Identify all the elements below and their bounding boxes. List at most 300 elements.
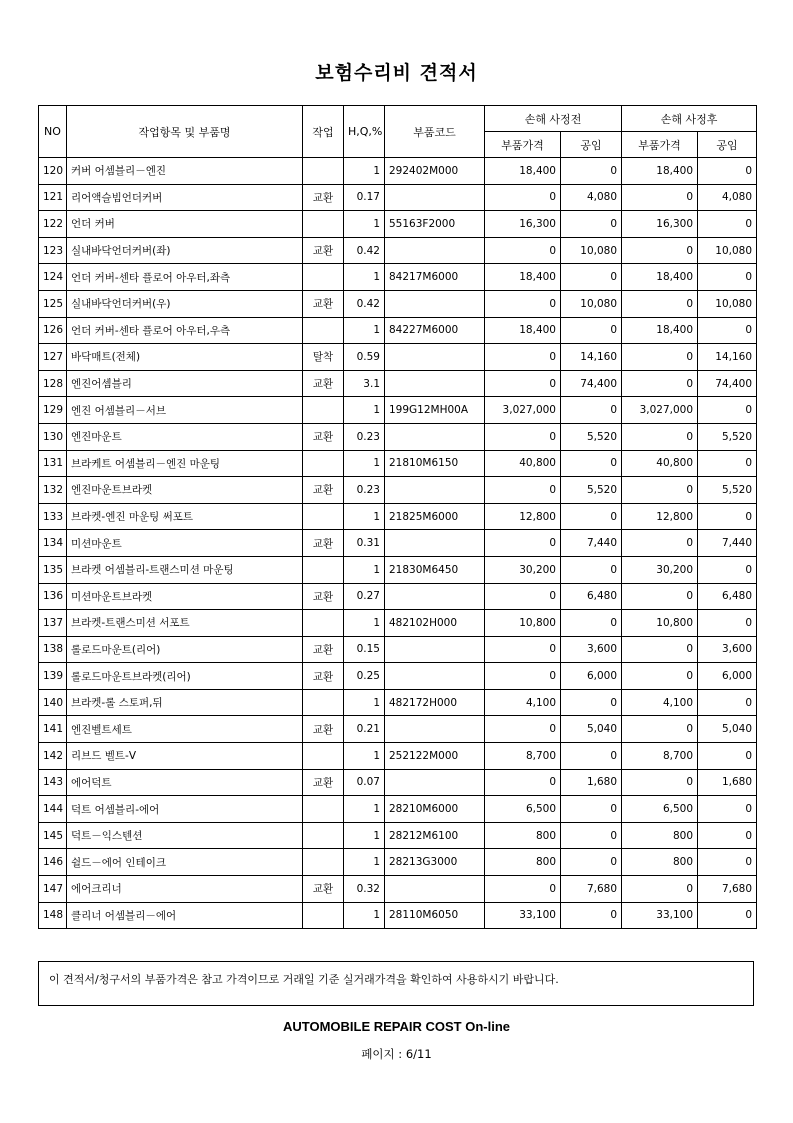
row-no: 129 [39,397,67,424]
row-hq: 0.23 [344,477,385,504]
row-item-name: 롤로드마운트브라켓(리어) [67,663,303,690]
header-item: 작업항목 및 부품명 [67,106,303,158]
row-price-after: 8,700 [622,743,698,770]
table-row [39,636,757,663]
row-item-name: 실내바닥언더커버(우) [67,290,303,317]
row-no: 132 [39,477,67,504]
row-labor-after: 0 [698,317,757,344]
row-labor-after: 0 [698,397,757,424]
table-row [39,344,757,371]
row-part-code: 28213G3000 [385,849,485,876]
row-price-after: 0 [622,344,698,371]
table-row [39,237,757,264]
row-labor-before: 0 [561,211,622,238]
row-price-before: 30,200 [485,556,561,583]
row-labor-before: 5,520 [561,477,622,504]
row-no: 122 [39,211,67,238]
row-work-type [303,556,344,583]
row-work-type [303,822,344,849]
row-item-name: 브라켓-엔진 마운팅 써포트 [67,503,303,530]
row-labor-after: 6,000 [698,663,757,690]
row-part-code [385,530,485,557]
header-hq: H,Q,% [344,106,385,158]
row-work-type: 교환 [303,636,344,663]
row-part-code [385,477,485,504]
row-labor-before: 74,400 [561,370,622,397]
row-no: 133 [39,503,67,530]
row-price-before: 6,500 [485,796,561,823]
row-labor-after: 0 [698,902,757,929]
row-hq: 0.23 [344,423,385,450]
row-labor-after: 74,400 [698,370,757,397]
row-work-type [303,503,344,530]
row-no: 130 [39,423,67,450]
table-row [39,876,757,903]
row-price-before: 0 [485,370,561,397]
table-row [39,290,757,317]
row-item-name: 바닥매트(전체) [67,344,303,371]
row-price-after: 10,800 [622,610,698,637]
row-labor-after: 0 [698,743,757,770]
row-part-code: 28210M6000 [385,796,485,823]
row-hq: 1 [344,397,385,424]
row-work-type [303,796,344,823]
table-row [39,530,757,557]
row-part-code [385,290,485,317]
row-price-before: 40,800 [485,450,561,477]
row-labor-after: 0 [698,556,757,583]
row-item-name: 에어크리너 [67,876,303,903]
row-part-code: 292402M000 [385,158,485,185]
table-row [39,583,757,610]
row-labor-after: 10,080 [698,290,757,317]
row-work-type [303,743,344,770]
row-labor-before: 7,680 [561,876,622,903]
row-item-name: 덕트 어셈블리-에어 [67,796,303,823]
row-labor-after: 0 [698,796,757,823]
row-price-before: 18,400 [485,264,561,291]
table-row [39,796,757,823]
row-part-code [385,423,485,450]
row-no: 142 [39,743,67,770]
row-work-type: 교환 [303,663,344,690]
row-price-after: 0 [622,636,698,663]
row-price-before: 0 [485,344,561,371]
header-labor-after: 공임 [698,132,757,158]
table-row [39,423,757,450]
row-item-name: 클리너 어셈블리－에어 [67,902,303,929]
row-no: 146 [39,849,67,876]
header-code: 부품코드 [385,106,485,158]
row-price-before: 0 [485,583,561,610]
row-part-code: 55163F2000 [385,211,485,238]
row-labor-after: 7,440 [698,530,757,557]
row-work-type: 교환 [303,370,344,397]
row-item-name: 엔진벨트세트 [67,716,303,743]
row-part-code [385,716,485,743]
row-no: 139 [39,663,67,690]
row-item-name: 에어덕트 [67,769,303,796]
row-price-before: 12,800 [485,503,561,530]
row-labor-before: 3,600 [561,636,622,663]
row-no: 121 [39,184,67,211]
row-labor-after: 10,080 [698,237,757,264]
footer-title: AUTOMOBILE REPAIR COST On-line [282,1019,511,1034]
row-hq: 1 [344,503,385,530]
row-price-before: 0 [485,636,561,663]
row-work-type: 교환 [303,237,344,264]
table-row [39,450,757,477]
row-price-before: 0 [485,184,561,211]
row-item-name: 미션마운트브라켓 [67,583,303,610]
table-row [39,397,757,424]
row-hq: 1 [344,264,385,291]
row-hq: 0.32 [344,876,385,903]
row-hq: 0.21 [344,716,385,743]
row-labor-after: 6,480 [698,583,757,610]
row-price-after: 33,100 [622,902,698,929]
row-price-after: 30,200 [622,556,698,583]
row-labor-after: 0 [698,264,757,291]
row-labor-after: 0 [698,822,757,849]
row-hq: 1 [344,450,385,477]
row-price-before: 33,100 [485,902,561,929]
table-row [39,158,757,185]
row-no: 136 [39,583,67,610]
table-row [39,503,757,530]
row-price-before: 4,100 [485,689,561,716]
table-row [39,902,757,929]
row-labor-after: 0 [698,450,757,477]
table-row [39,317,757,344]
row-item-name: 엔진 어셈블리－서브 [67,397,303,424]
row-hq: 0.31 [344,530,385,557]
row-price-after: 0 [622,530,698,557]
row-item-name: 브라켓 어셈블리-트랜스미션 마운팅 [67,556,303,583]
row-labor-before: 5,040 [561,716,622,743]
row-labor-before: 0 [561,822,622,849]
row-labor-before: 1,680 [561,769,622,796]
row-price-after: 0 [622,477,698,504]
row-labor-after: 14,160 [698,344,757,371]
row-price-before: 0 [485,477,561,504]
row-no: 123 [39,237,67,264]
row-part-code: 252122M000 [385,743,485,770]
row-hq: 0.27 [344,583,385,610]
row-price-after: 6,500 [622,796,698,823]
row-item-name: 쉴드－에어 인테이크 [67,849,303,876]
row-price-after: 18,400 [622,158,698,185]
row-price-before: 18,400 [485,317,561,344]
row-part-code: 21810M6150 [385,450,485,477]
row-hq: 0.25 [344,663,385,690]
row-work-type: 교환 [303,290,344,317]
row-price-after: 0 [622,370,698,397]
table-row [39,211,757,238]
header-part-price-before: 부품가격 [485,132,561,158]
row-part-code: 199G12MH00A [385,397,485,424]
row-price-before: 10,800 [485,610,561,637]
row-labor-after: 7,680 [698,876,757,903]
row-labor-after: 0 [698,689,757,716]
row-price-after: 3,027,000 [622,397,698,424]
row-part-code [385,769,485,796]
header-after: 손해 사정후 [622,106,757,132]
row-no: 138 [39,636,67,663]
page-number: 페이지 : 6/11 [361,1047,432,1061]
row-hq: 1 [344,556,385,583]
row-no: 128 [39,370,67,397]
row-item-name: 엔진마운트브라켓 [67,477,303,504]
row-labor-after: 1,680 [698,769,757,796]
table-row [39,716,757,743]
table-row [39,849,757,876]
table-row [39,822,757,849]
document-title: 보험수리비 견적서 [315,62,478,84]
row-work-type: 탈착 [303,344,344,371]
row-item-name: 브라켓-롤 스토퍼,뒤 [67,689,303,716]
row-hq: 1 [344,822,385,849]
row-item-name: 언더 커버-센타 플로어 아우터,좌측 [67,264,303,291]
row-hq: 0.15 [344,636,385,663]
row-labor-before: 10,080 [561,237,622,264]
row-labor-before: 0 [561,610,622,637]
row-part-code: 84217M6000 [385,264,485,291]
row-labor-before: 0 [561,503,622,530]
row-no: 135 [39,556,67,583]
row-work-type [303,211,344,238]
row-part-code [385,370,485,397]
row-hq: 0.42 [344,290,385,317]
row-item-name: 언더 커버 [67,211,303,238]
row-labor-after: 4,080 [698,184,757,211]
row-item-name: 덕트－익스텐션 [67,822,303,849]
table-row [39,184,757,211]
row-labor-after: 5,520 [698,477,757,504]
row-price-before: 0 [485,237,561,264]
row-price-after: 800 [622,822,698,849]
row-hq: 1 [344,211,385,238]
row-part-code: 84227M6000 [385,317,485,344]
row-labor-before: 0 [561,158,622,185]
row-labor-before: 0 [561,902,622,929]
row-price-before: 0 [485,769,561,796]
row-work-type: 교환 [303,184,344,211]
row-part-code: 21825M6000 [385,503,485,530]
row-item-name: 미션마운트 [67,530,303,557]
header-part-price-after: 부품가격 [622,132,698,158]
row-hq: 3.1 [344,370,385,397]
row-labor-before: 0 [561,317,622,344]
row-work-type: 교환 [303,716,344,743]
row-work-type [303,264,344,291]
row-item-name: 언더 커버-센타 플로어 아우터,우측 [67,317,303,344]
row-price-after: 0 [622,663,698,690]
row-labor-after: 0 [698,849,757,876]
row-no: 141 [39,716,67,743]
row-price-before: 3,027,000 [485,397,561,424]
row-price-before: 0 [485,663,561,690]
row-work-type [303,397,344,424]
table-row [39,370,757,397]
row-work-type [303,158,344,185]
row-work-type [303,689,344,716]
row-labor-after: 5,520 [698,423,757,450]
table-row [39,743,757,770]
row-labor-before: 6,480 [561,583,622,610]
header-no: NO [39,106,67,158]
row-no: 148 [39,902,67,929]
row-no: 127 [39,344,67,371]
row-labor-after: 0 [698,211,757,238]
row-part-code [385,237,485,264]
row-no: 144 [39,796,67,823]
row-work-type [303,317,344,344]
row-work-type [303,450,344,477]
row-work-type: 교환 [303,769,344,796]
estimate-table [38,105,757,929]
row-part-code: 482172H000 [385,689,485,716]
row-hq: 1 [344,610,385,637]
row-price-after: 40,800 [622,450,698,477]
header-labor-before: 공임 [561,132,622,158]
row-price-after: 16,300 [622,211,698,238]
row-price-after: 4,100 [622,689,698,716]
row-work-type: 교환 [303,530,344,557]
row-labor-before: 0 [561,796,622,823]
row-price-after: 0 [622,237,698,264]
row-hq: 1 [344,796,385,823]
row-labor-after: 3,600 [698,636,757,663]
row-part-code [385,583,485,610]
row-price-after: 0 [622,290,698,317]
table-body [39,158,757,929]
row-no: 125 [39,290,67,317]
row-labor-before: 0 [561,397,622,424]
row-labor-before: 0 [561,849,622,876]
row-no: 145 [39,822,67,849]
row-no: 134 [39,530,67,557]
row-item-name: 실내바닥언더커버(좌) [67,237,303,264]
row-item-name: 리어액슬빔언더커버 [67,184,303,211]
row-price-before: 18,400 [485,158,561,185]
row-work-type: 교환 [303,583,344,610]
row-no: 140 [39,689,67,716]
row-hq: 0.42 [344,237,385,264]
table-row [39,610,757,637]
row-labor-before: 6,000 [561,663,622,690]
row-price-after: 0 [622,769,698,796]
row-labor-before: 4,080 [561,184,622,211]
row-item-name: 브라케트 어셈블리－엔진 마운팅 [67,450,303,477]
row-part-code [385,876,485,903]
row-item-name: 리브드 벨트-V [67,743,303,770]
row-labor-before: 5,520 [561,423,622,450]
row-no: 126 [39,317,67,344]
row-labor-after: 0 [698,610,757,637]
row-price-after: 12,800 [622,503,698,530]
row-part-code [385,344,485,371]
row-price-after: 18,400 [622,317,698,344]
row-item-name: 롤로드마운트(리어) [67,636,303,663]
row-work-type: 교환 [303,477,344,504]
row-price-after: 0 [622,583,698,610]
row-price-before: 0 [485,290,561,317]
row-work-type: 교환 [303,876,344,903]
row-price-after: 0 [622,184,698,211]
row-work-type [303,902,344,929]
row-labor-before: 0 [561,689,622,716]
row-labor-after: 5,040 [698,716,757,743]
row-hq: 0.07 [344,769,385,796]
row-no: 120 [39,158,67,185]
table-row [39,689,757,716]
row-work-type [303,610,344,637]
table-row [39,264,757,291]
row-no: 131 [39,450,67,477]
table-row [39,477,757,504]
header-work: 작업 [303,106,344,158]
row-price-after: 18,400 [622,264,698,291]
row-price-after: 0 [622,423,698,450]
row-price-after: 800 [622,849,698,876]
row-no: 147 [39,876,67,903]
row-labor-before: 7,440 [561,530,622,557]
row-work-type [303,849,344,876]
notice-box [38,961,754,1006]
row-hq: 1 [344,902,385,929]
row-part-code: 21830M6450 [385,556,485,583]
row-price-before: 0 [485,423,561,450]
row-labor-before: 0 [561,450,622,477]
row-hq: 1 [344,743,385,770]
row-price-before: 0 [485,530,561,557]
row-price-before: 0 [485,876,561,903]
row-part-code [385,184,485,211]
notice-text: 이 견적서/청구서의 부품가격은 참고 가격이므로 거래일 기준 실거래가격을 확인하여 사용하시기 바랍니다. [49,973,559,986]
row-no: 124 [39,264,67,291]
row-labor-after: 0 [698,503,757,530]
row-hq: 0.17 [344,184,385,211]
row-price-before: 800 [485,822,561,849]
row-part-code: 28110M6050 [385,902,485,929]
row-price-after: 0 [622,876,698,903]
table-row [39,769,757,796]
header-before: 손해 사정전 [485,106,622,132]
row-labor-before: 10,080 [561,290,622,317]
row-part-code [385,663,485,690]
row-no: 137 [39,610,67,637]
row-labor-before: 0 [561,556,622,583]
row-price-before: 0 [485,716,561,743]
row-labor-before: 0 [561,264,622,291]
row-labor-before: 0 [561,743,622,770]
row-part-code [385,636,485,663]
row-work-type: 교환 [303,423,344,450]
row-hq: 1 [344,849,385,876]
row-hq: 1 [344,689,385,716]
row-part-code: 482102H000 [385,610,485,637]
row-item-name: 엔진어셈블리 [67,370,303,397]
row-hq: 1 [344,158,385,185]
row-price-after: 0 [622,716,698,743]
row-hq: 1 [344,317,385,344]
row-labor-before: 14,160 [561,344,622,371]
table-row [39,556,757,583]
row-item-name: 커버 어셈블리－엔진 [67,158,303,185]
row-part-code: 28212M6100 [385,822,485,849]
row-item-name: 브라켓-트랜스미션 서포트 [67,610,303,637]
